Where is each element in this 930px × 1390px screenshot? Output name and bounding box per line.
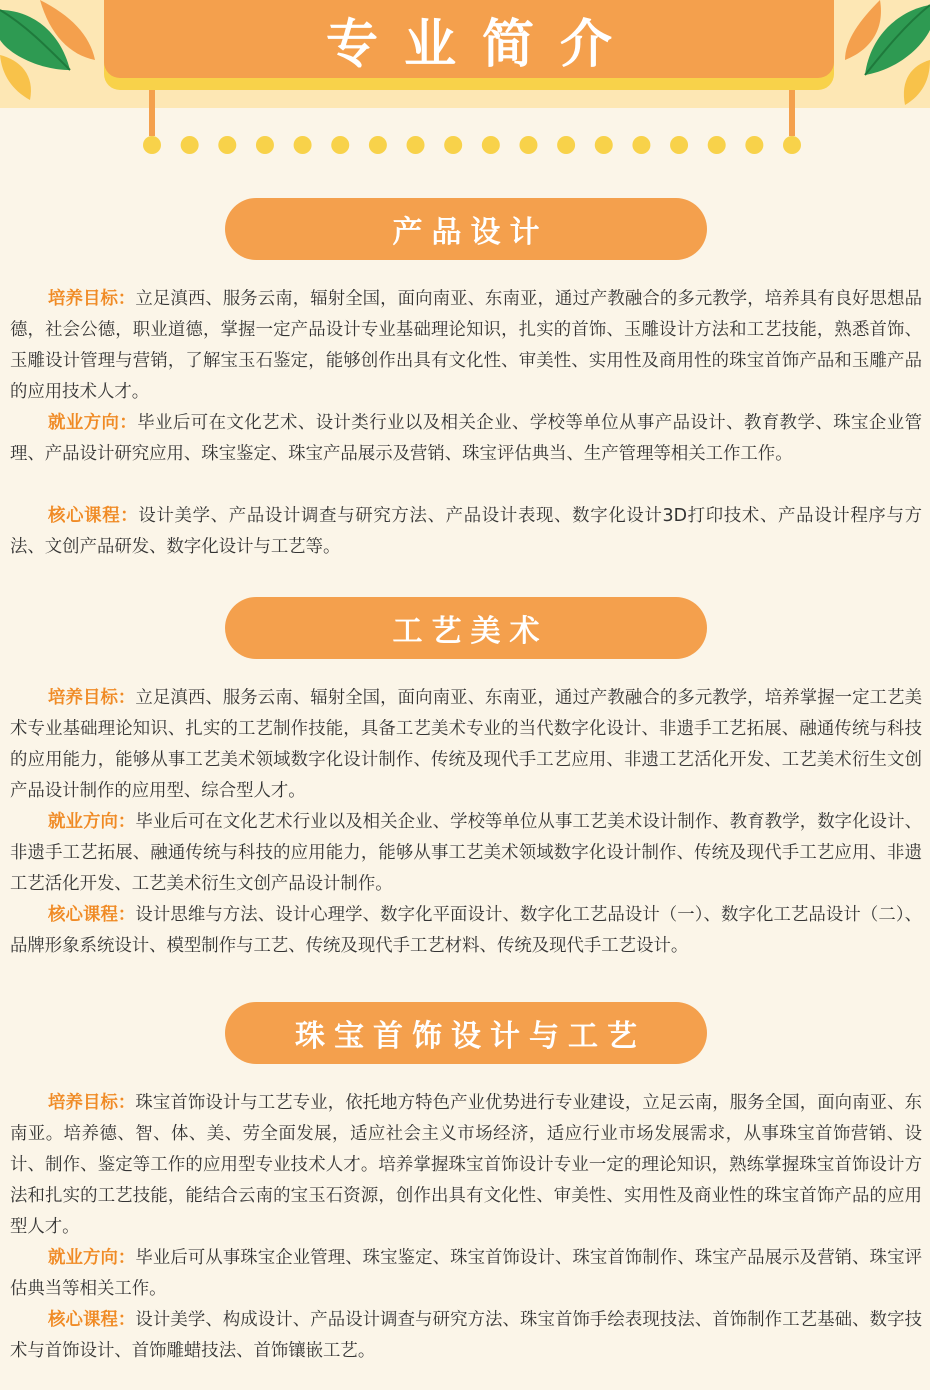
- decorative-dot: [482, 136, 500, 154]
- decorative-dot: [369, 136, 387, 154]
- paragraph-text: 立足滇西、服务云南、辐射全国，面向南亚、东南亚，通过产教融合的多元教学，培养掌握一定工艺美术专业基础理论知识、扎实的工艺制作技能，具备工艺美术专业的当代数字化设计、非遗手工艺拓展、融通传统与科技的应用能力，能够从事工艺美术领域数字化设计制作、传统及现代手工艺应用、非遗工艺活化开发、工艺美术衍生文创产品设计制作的应用型、综合型人才。: [10, 688, 922, 801]
- decorative-dot: [632, 136, 650, 154]
- paragraph-training-goal: [10, 683, 922, 807]
- paragraph-label: 培养目标：: [48, 289, 136, 309]
- section-title: 工艺美术: [392, 614, 549, 649]
- paragraph-core-courses: [10, 1305, 922, 1367]
- decorative-dot: [181, 136, 199, 154]
- decorative-dot: [444, 136, 462, 154]
- paragraph-text: 设计美学、产品设计调查与研究方法、产品设计表现、数字化设计3D打印技术、产品设计程序与方法、文创产品研发、数字化设计与工艺等。: [10, 506, 922, 557]
- section-header-jewelry-design: [225, 1002, 707, 1064]
- decorative-dot: [670, 136, 688, 154]
- paragraph-label: 核心课程：: [48, 506, 139, 526]
- decorative-dot: [143, 136, 161, 154]
- paragraph-text: 珠宝首饰设计与工艺专业，依托地方特色产业优势进行专业建设，立足云南，服务全国，面向南亚、东南亚。培养德、智、体、美、劳全面发展，适应社会主义市场经济，适应行业市场发展需求，从事珠宝首饰营销、设计、制作、鉴定等工作的应用型专业技术人才。培养掌握珠宝首饰设计专业一定的理论知识，熟练掌握珠宝首饰设计方法和扎实的工艺技能，能结合云南的宝玉石资源，创作出具有文化性、审美性、实用性及商业性的珠宝首饰产品的应用型人才。: [10, 1093, 922, 1237]
- section-title: 产品设计: [392, 215, 549, 250]
- paragraph-core-courses: [10, 501, 922, 563]
- paragraph-text: 设计思维与方法、设计心理学、数字化平面设计、数字化工艺品设计（一）、数字化工艺品设计（二）、品牌形象系统设计、模型制作与工艺、传统及现代手工艺材料、传统及现代手工艺设计。: [10, 905, 922, 956]
- paragraph-label: 就业方向：: [48, 1248, 136, 1268]
- decorative-dot: [708, 136, 726, 154]
- section-header-product-design: [225, 198, 707, 260]
- paragraph-text: 毕业后可从事珠宝企业管理、珠宝鉴定、珠宝首饰设计、珠宝首饰制作、珠宝产品展示及营销、珠宝评估典当等相关工作。: [10, 1248, 922, 1299]
- decorative-dot: [783, 136, 801, 154]
- paragraph-core-courses: [10, 900, 922, 962]
- section-title: 珠宝首饰设计与工艺: [295, 1019, 646, 1054]
- paragraph-label: 就业方向：: [48, 413, 138, 433]
- page-title: 专业简介: [325, 13, 638, 75]
- decorative-dot: [256, 136, 274, 154]
- paragraph-label: 核心课程：: [48, 905, 136, 925]
- paragraph-label: 就业方向：: [48, 812, 136, 832]
- decorative-dot: [331, 136, 349, 154]
- paragraph-employment: [10, 1243, 922, 1305]
- decorative-dot: [519, 136, 537, 154]
- paragraph-employment: [10, 807, 922, 900]
- dot-string-decoration: [0, 0, 930, 170]
- paragraph-label: 培养目标：: [48, 688, 136, 708]
- paragraph-label: 核心课程：: [48, 1310, 136, 1330]
- paragraph-label: 培养目标：: [48, 1093, 136, 1113]
- paragraph-training-goal: [10, 1088, 922, 1243]
- paragraph-text: 设计美学、构成设计、产品设计调查与研究方法、珠宝首饰手绘表现技法、首饰制作工艺基础、数字技术与首饰设计、首饰雕蜡技法、首饰镶嵌工艺。: [10, 1310, 922, 1361]
- decorative-dot: [294, 136, 312, 154]
- paragraph-text: 毕业后可在文化艺术行业以及相关企业、学校等单位从事工艺美术设计制作、教育教学，数字化设计、非遗手工艺拓展、融通传统与科技的应用能力，能够从事工艺美术领域数字化设计制作、传统及现代手工艺应用、非遗工艺活化开发、工艺美术衍生文创产品设计制作。: [10, 812, 922, 894]
- paragraph-text: 立足滇西、服务云南，辐射全国，面向南亚、东南亚，通过产教融合的多元教学，培养具有良好思想品德，社会公德，职业道德，掌握一定产品设计专业基础理论知识，扎实的首饰、玉雕设计方法和工艺技能，熟悉首饰、玉雕设计管理与营销，了解宝玉石鉴定，能够创作出具有文化性、审美性、实用性及商用性的珠宝首饰产品和玉雕产品的应用技术人才。: [10, 289, 922, 402]
- paragraph-employment: [10, 408, 922, 470]
- decorative-dot: [745, 136, 763, 154]
- decorative-dot: [218, 136, 236, 154]
- decorative-dot: [407, 136, 425, 154]
- decorative-dot: [595, 136, 613, 154]
- paragraph-text: 毕业后可在文化艺术、设计类行业以及相关企业、学校等单位从事产品设计、教育教学、珠宝企业管理、产品设计研究应用、珠宝鉴定、珠宝产品展示及营销、珠宝评估典当、生产管理等相关工作工作。: [10, 413, 922, 464]
- decorative-dot: [557, 136, 575, 154]
- section-header-arts-crafts: [225, 597, 707, 659]
- paragraph-training-goal: [10, 284, 922, 408]
